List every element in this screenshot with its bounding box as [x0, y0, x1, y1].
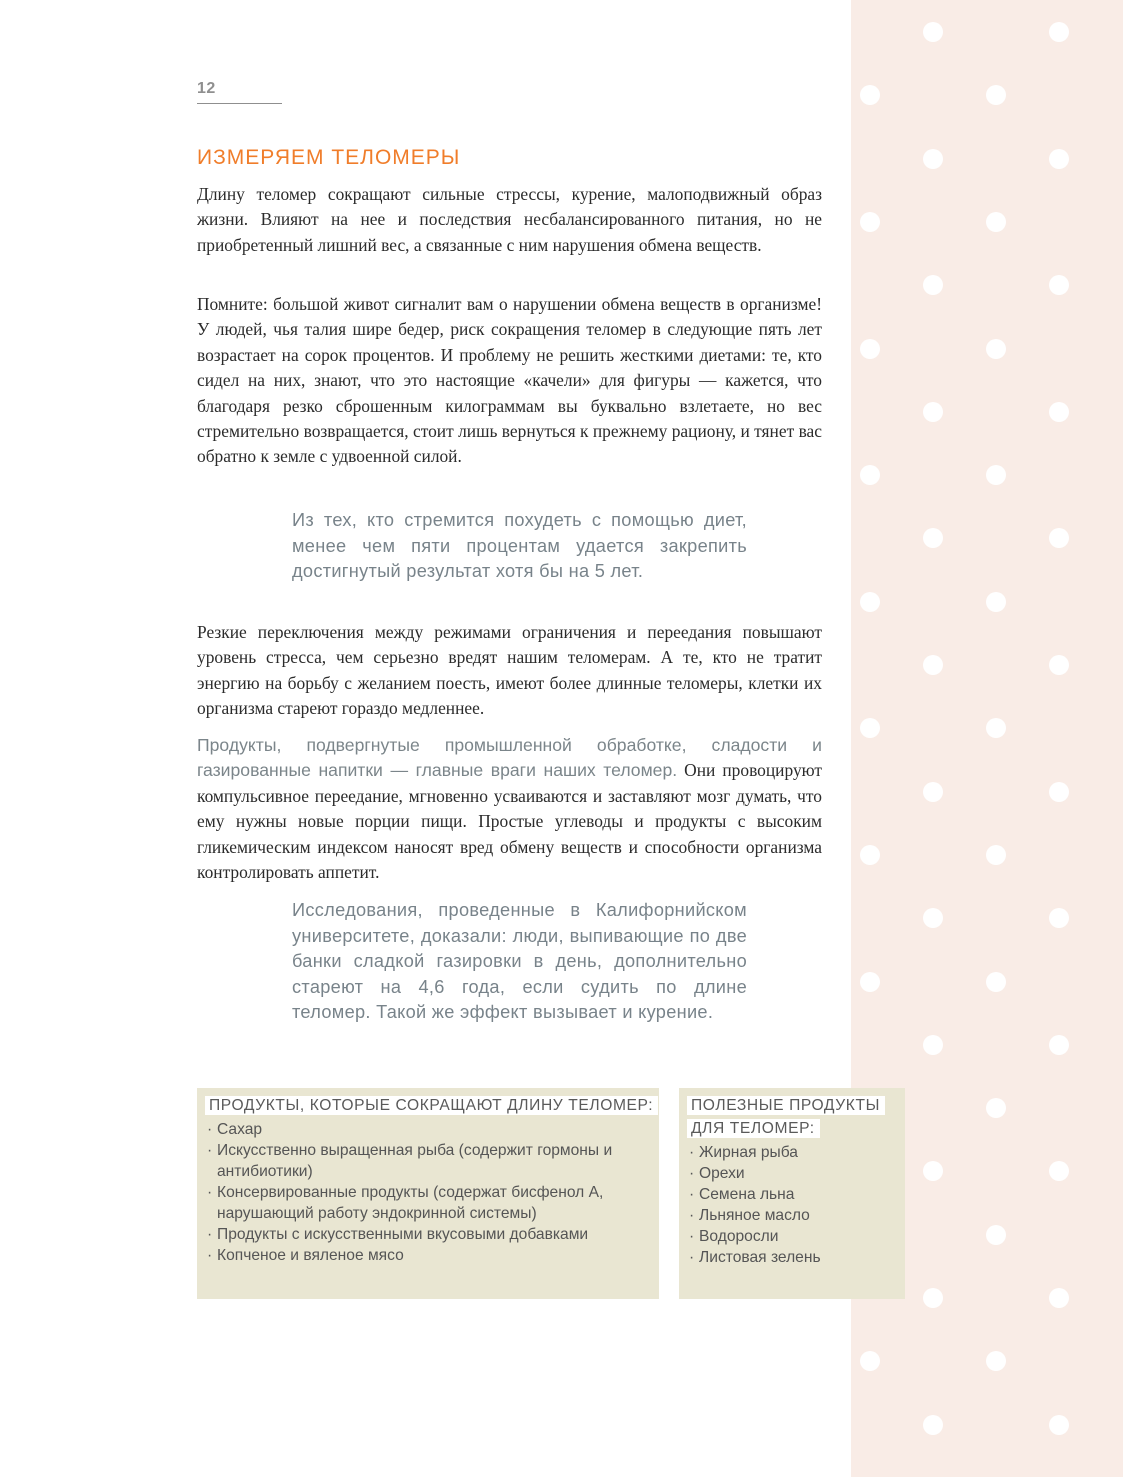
polka-dot	[1049, 908, 1069, 928]
polka-dot	[1049, 275, 1069, 295]
paragraph-1: Длину теломер сокращают сильные стрессы, курение, малоподвижный образ жизни. Влияют на нее и последствия несбалансированного питания, но не приобретенный лишний вес, а связанные с ним нарушения обмена веществ.	[197, 184, 822, 255]
polka-dot	[1049, 782, 1069, 802]
useful-products-title: ПОЛЕЗНЫЕ ПРОДУКТЫ ДЛЯ ТЕЛОМЕР:	[687, 1094, 905, 1140]
polka-dot	[986, 845, 1006, 865]
list-item: · Продукты с искусственными вкусовыми добавками	[207, 1224, 651, 1245]
list-item: · Орехи	[689, 1163, 897, 1184]
polka-dot	[923, 275, 943, 295]
harmful-products-title: ПРОДУКТЫ, КОТОРЫЕ СОКРАЩАЮТ ДЛИНУ ТЕЛОМЕР:	[205, 1094, 659, 1117]
polka-dot	[923, 402, 943, 422]
page-number-rule	[197, 103, 282, 104]
polka-dot	[1049, 149, 1069, 169]
polka-dot	[923, 782, 943, 802]
useful-products-box	[679, 1088, 905, 1299]
polka-dot	[923, 1161, 943, 1181]
polka-dot	[1049, 1161, 1069, 1181]
useful-products-list	[679, 1142, 905, 1268]
polka-dot	[986, 592, 1006, 612]
polka-dot	[860, 85, 880, 105]
polka-dot	[923, 22, 943, 42]
polka-dot	[1049, 655, 1069, 675]
polka-dot	[860, 465, 880, 485]
list-item: · Сахар	[207, 1119, 651, 1140]
harmful-products-list	[197, 1119, 659, 1266]
paragraph-4-body: Они провоцируют компульсивное переедание, мгновенно усваиваются и заставляют мозг думать, что ему нужны новые порции пищи. Простые углеводы и продукты с высоким гликемическим индексом наносят вред обмену веществ и способности организма контролировать аппетит.	[197, 760, 823, 883]
polka-dot	[860, 212, 880, 232]
polka-dot	[986, 212, 1006, 232]
list-item: · Искусственно выращенная рыба (содержит гормоны и антибиотики)	[207, 1140, 651, 1182]
polka-dot	[1049, 528, 1069, 548]
polka-dot	[923, 528, 943, 548]
list-item: · Жирная рыба	[689, 1142, 897, 1163]
list-item: · Водоросли	[689, 1226, 897, 1247]
polka-dot	[923, 655, 943, 675]
polka-dot	[986, 85, 1006, 105]
list-item: · Копченое и вяленое мясо	[207, 1245, 651, 1266]
polka-dot	[986, 1225, 1006, 1245]
paragraph-2: Помните: большой живот сигналит вам о нарушении обмена веществ в организме! У людей, чья талия шире бедер, риск сокращения теломер в следующие пять лет возрастает на сорок процентов. И проблему не решить жесткими диетами: те, кто сидел на них, знают, что это настоящие «качели» для фигуры — кажется, что благодаря резко сброшенным килограммам вы буквально взлетаете, но вес стремительно возвращается, стоит лишь вернуться к прежнему рациону, и тянет вас обратно к земле с удвоенной силой.	[197, 294, 822, 467]
polka-dot	[923, 149, 943, 169]
polka-dot	[923, 1288, 943, 1308]
polka-dot	[1049, 1288, 1069, 1308]
polka-dot	[1049, 402, 1069, 422]
page-heading: ИЗМЕРЯЕМ ТЕЛОМЕРЫ	[197, 146, 461, 169]
polka-dot	[1049, 22, 1069, 42]
polka-dot	[986, 1351, 1006, 1371]
polka-dot	[860, 972, 880, 992]
paragraph-4	[197, 733, 822, 885]
polka-dot	[923, 1035, 943, 1055]
list-item: · Семена льна	[689, 1184, 897, 1205]
polka-dot	[923, 908, 943, 928]
list-item: · Льняное масло	[689, 1205, 897, 1226]
polka-dot	[986, 465, 1006, 485]
page-number: 12	[197, 80, 216, 97]
list-item: · Консервированные продукты (содержат бисфенол А, нарушающий работу эндокринной системы)	[207, 1182, 651, 1224]
polka-dot	[860, 845, 880, 865]
polka-dot	[986, 339, 1006, 359]
polka-dot	[860, 339, 880, 359]
list-item: · Листовая зелень	[689, 1247, 897, 1268]
pull-quote-diets: Из тех, кто стремится похудеть с помощью диет, менее чем пяти процентам удается закрепить достигнутый результат хотя бы на 5 лет.	[292, 510, 747, 582]
polka-dot	[860, 718, 880, 738]
polka-dot	[860, 592, 880, 612]
polka-dot	[986, 718, 1006, 738]
polka-dot	[986, 1098, 1006, 1118]
paragraph-3: Резкие переключения между режимами ограничения и переедания повышают уровень стресса, чем серьезно вредят нашим теломерам. А те, кто не тратит энергию на борьбу с желанием поесть, имеют более длинные теломеры, клетки их организма стареют гораздо медленнее.	[197, 622, 822, 719]
harmful-products-box	[197, 1088, 659, 1299]
paragraph-4-lead: Продукты, подвергнутые промышленной обработке, сладости и газированные напитки — главные враги наших теломер.	[197, 735, 822, 781]
polka-dot	[1049, 1415, 1069, 1435]
polka-dot	[1049, 1035, 1069, 1055]
polka-dot	[923, 1415, 943, 1435]
polka-dot	[860, 1351, 880, 1371]
polka-dot	[986, 972, 1006, 992]
pull-quote-soda-study: Исследования, проведенные в Калифорнийском университете, доказали: люди, выпивающие по две банки сладкой газировки в день, дополнительно стареют на 4,6 года, если судить по длине теломер. Такой же эффект вызывает и курение.	[292, 900, 747, 1023]
